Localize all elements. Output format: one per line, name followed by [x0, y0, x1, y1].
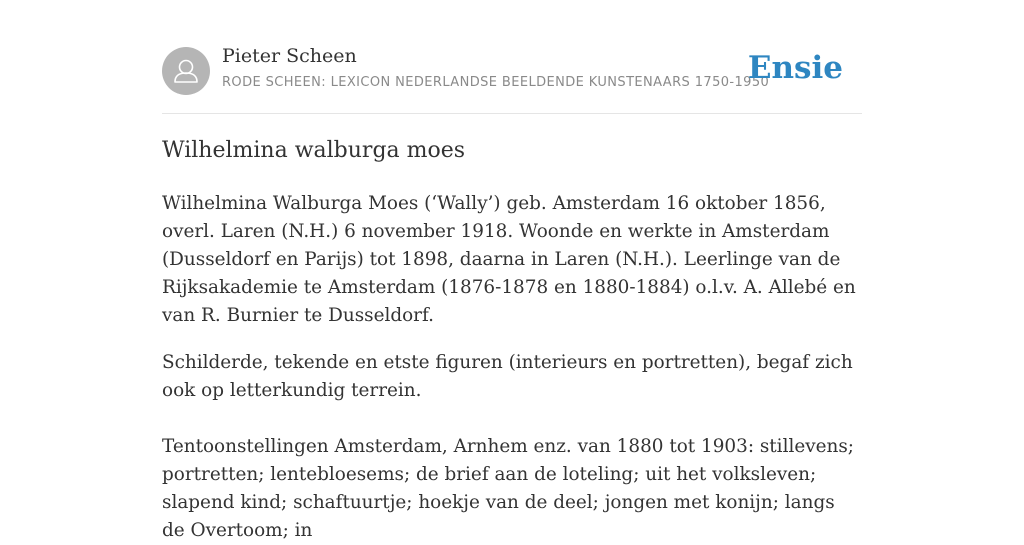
user-icon	[162, 47, 210, 95]
source-label[interactable]: RODE SCHEEN: LEXICON NEDERLANDSE BEELDENDE KUNSTENAARS 1750-1950	[222, 75, 770, 90]
avatar[interactable]	[162, 47, 210, 95]
article-paragraph-1: Wilhelmina Walburga Moes (‘Wally’) geb. Amsterdam 16 oktober 1856, overl. Laren (N.H.) 6 november 1918. Woonde en werkte in Amsterdam (Dusseldorf en Parijs) tot 1898, daarna in Laren (N.H.). Leerlinge van de Rijksakademie te Amsterdam (1876-1878 en 1880-1884) o.l.v. A. Allebé en van R. Burnier te Dusseldorf.	[162, 193, 856, 326]
article-paragraph-2: Schilderde, tekende en etste figuren (interieurs en portretten), begaf zich ook op letterkundig terrein.	[162, 352, 853, 401]
author-header	[162, 0, 862, 114]
ensie-logo[interactable]: Ensie	[747, 50, 843, 86]
author-name[interactable]: Pieter Scheen	[222, 45, 357, 67]
page-container	[162, 0, 862, 541]
article-title: Wilhelmina walburga moes	[162, 138, 466, 163]
article-paragraph-3: Tentoonstellingen Amsterdam, Arnhem enz. van 1880 tot 1903: stillevens; portretten; lentebloesems; de brief aan de loteling; uit het volksleven; slapend kind; schaftuurtje; hoekje van de deel; jongen met konijn; langs de Overtoom; in	[162, 436, 854, 541]
